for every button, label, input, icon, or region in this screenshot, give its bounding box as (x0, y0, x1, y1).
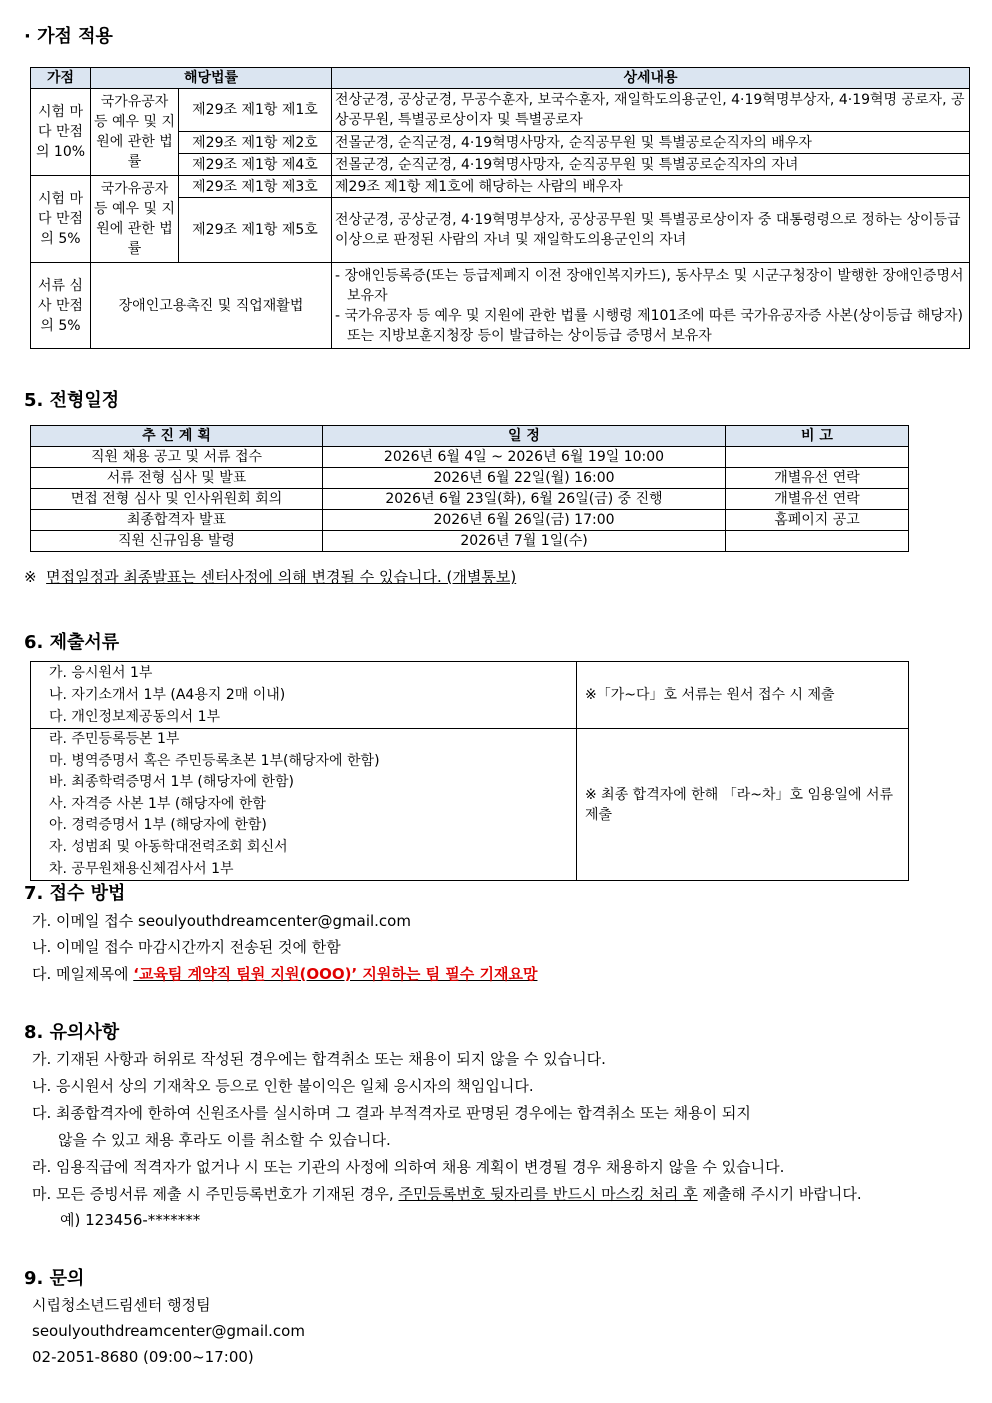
masking-emphasis: 주민등록번호 뒷자리를 반드시 마스킹 처리 후 (398, 1185, 698, 1203)
article: 제29조 제1항 제2호 (179, 132, 332, 154)
law-name: 장애인고용촉진 및 직업재활법 (91, 263, 332, 349)
doc-item: 차. 공무원채용신체검사서 1부 (49, 860, 234, 877)
article: 제29조 제1항 제1호 (179, 89, 332, 132)
section-title-apply: 7. 접수 방법 (24, 883, 126, 904)
plan-cell: 직원 채용 공고 및 서류 접수 (31, 447, 323, 468)
date-cell: 2026년 7월 1일(수) (323, 531, 726, 552)
detail: 전몰군경, 순직군경, 4·19혁명사망자, 순직공무원 및 특별공로순직자의 자녀 (332, 154, 970, 176)
apply-line-subject (32, 961, 537, 987)
documents-table (30, 661, 909, 881)
doc-item: 가. 응시원서 1부 (49, 665, 153, 681)
doc-item: 라. 주민등록등본 1부 (49, 731, 180, 747)
header-law: 해당법률 (91, 68, 332, 89)
notice-line: 라. 임용직급에 적격자가 없거나 시 또는 기관의 사정에 의하여 채용 계획이 변경될 경우 채용하지 않을 수 있습니다. (32, 1158, 785, 1176)
doc-item: 자. 성범죄 및 아동학대전력조회 회신서 (49, 838, 288, 855)
header-plan: 추 진 계 획 (31, 426, 323, 447)
note-mark: ※ (24, 568, 37, 586)
law-name: 국가유공자 등 예우 및 지원에 관한 법률 (91, 89, 179, 176)
article: 제29조 제1항 제4호 (179, 154, 332, 176)
detail: 전몰군경, 순직군경, 4·19혁명사망자, 순직공무원 및 특별공로순직자의 배우자 (332, 132, 970, 154)
doc-item: 사. 자격증 사본 1부 (해당자에 한함 (49, 795, 266, 812)
detail: 전상군경, 공상군경, 무공수훈자, 보국수훈자, 재일학도의용군인, 4·19혁명부상자, 4·19혁명 공로자, 공상공무원, 특별공로상이자 및 특별공로자 (332, 89, 970, 132)
remark-cell (726, 531, 909, 552)
bonus-5pct: 시험 마다 만점의 5% (31, 176, 91, 263)
doc-item: 아. 경력증명서 1부 (해당자에 한함) (49, 817, 267, 834)
detail-disability (332, 263, 970, 349)
bonus-doc-5pct: 서류 심사 만점의 5% (31, 263, 91, 349)
plan-cell: 면접 전형 심사 및 인사위원회 회의 (31, 489, 323, 510)
notice-line-masking (32, 1181, 862, 1207)
remark-cell: 개별유선 연락 (726, 489, 909, 510)
contact-team: 시립청소년드림센터 행정팀 (32, 1296, 211, 1314)
note-text: 면접일정과 최종발표는 센터사정에 의해 변경될 수 있습니다. (개별통보) (46, 568, 517, 586)
schedule-table (30, 425, 909, 552)
date-cell: 2026년 6월 23일(화), 6월 26일(금) 중 진행 (323, 489, 726, 510)
masking-suffix: 제출해 주시기 바랍니다. (697, 1185, 862, 1203)
doc-note-1: ※「가~다」호 서류는 원서 접수 시 제출 (577, 662, 909, 729)
subject-required-text: ‘교육팀 계약직 팀원 지원(OOO)’ 지원하는 팀 필수 기재요망 (133, 965, 538, 983)
apply-line-deadline: 나. 이메일 접수 마감시간까지 전송된 것에 한함 (32, 938, 341, 956)
article: 제29조 제1항 제3호 (179, 176, 332, 198)
article: 제29조 제1항 제5호 (179, 198, 332, 263)
doc-item: 나. 자기소개서 1부 (A4용지 2매 이내) (49, 687, 286, 703)
contact-phone: 02-2051-8680 (09:00~17:00) (32, 1348, 254, 1366)
header-remark: 비 고 (726, 426, 909, 447)
section-title-bonus: · 가점 적용 (24, 26, 113, 47)
doc-item: 마. 병역증명서 혹은 주민등록초본 1부(해당자에 한함) (49, 752, 380, 769)
masking-example: 예) 123456-******* (60, 1211, 201, 1229)
plan-cell: 직원 신규임용 발령 (31, 531, 323, 552)
bonus-table (30, 67, 970, 349)
doc-item: 다. 개인정보제공동의서 1부 (49, 709, 221, 725)
notice-line: 가. 기재된 사항과 허위로 작성된 경우에는 합격취소 또는 채용이 되지 않을 수 있습니다. (32, 1050, 606, 1068)
masking-prefix: 마. 모든 증빙서류 제출 시 주민등록번호가 기재된 경우, (32, 1185, 399, 1203)
detail-line: - 장애인등록증(또는 등급제폐지 이전 장애인복지카드), 동사무소 및 시군구청장이 발행한 장애인증명서 보유자 (335, 267, 964, 304)
section-title-contact: 9. 문의 (24, 1268, 85, 1289)
date-cell: 2026년 6월 26일(금) 17:00 (323, 510, 726, 531)
bonus-10pct: 시험 마다 만점의 10% (31, 89, 91, 176)
date-cell: 2026년 6월 22일(월) 16:00 (323, 468, 726, 489)
plan-cell: 서류 전형 심사 및 발표 (31, 468, 323, 489)
contact-email: seoulyouthdreamcenter@gmail.com (32, 1322, 305, 1340)
schedule-note (24, 564, 516, 590)
doc-note-2: ※ 최종 합격자에 한해 「라~차」호 임용일에 서류 제출 (577, 729, 909, 881)
header-date: 일 정 (323, 426, 726, 447)
plan-cell: 최종합격자 발표 (31, 510, 323, 531)
apply-line-email: 가. 이메일 접수 seoulyouthdreamcenter@gmail.com (32, 912, 411, 930)
remark-cell: 홈페이지 공고 (726, 510, 909, 531)
section-title-documents: 6. 제출서류 (24, 632, 120, 653)
remark-cell: 개별유선 연락 (726, 468, 909, 489)
subject-prefix: 다. 메일제목에 (32, 965, 134, 983)
remark-cell (726, 447, 909, 468)
doc-group-1 (31, 662, 577, 729)
detail: 제29조 제1항 제1호에 해당하는 사람의 배우자 (332, 176, 970, 198)
section-title-schedule: 5. 전형일정 (24, 390, 120, 411)
notice-line: 다. 최종합격자에 한하여 신원조사를 실시하며 그 결과 부적격자로 판명된 경우에는 합격취소 또는 채용이 되지 (32, 1104, 751, 1122)
date-cell: 2026년 6월 4일 ~ 2026년 6월 19일 10:00 (323, 447, 726, 468)
detail-line: - 국가유공자 등 예우 및 지원에 관한 법률 시행령 제101조에 따른 국가유공자증 사본(상이등급 해당자) 또는 지방보훈지청장 등이 발급하는 상이등급 증명서 보유자 (335, 307, 963, 344)
doc-group-2 (31, 729, 577, 881)
section-title-notice: 8. 유의사항 (24, 1022, 120, 1043)
notice-line: 나. 응시원서 상의 기재착오 등으로 인한 불이익은 일체 응시자의 책임입니다. (32, 1077, 534, 1095)
law-name: 국가유공자 등 예우 및 지원에 관한 법률 (91, 176, 179, 263)
detail: 전상군경, 공상군경, 4·19혁명부상자, 공상공무원 및 특별공로상이자 중 대통령령으로 정하는 상이등급 이상으로 판정된 사람의 자녀 및 재일학도의용군인의 자녀 (332, 198, 970, 263)
header-detail: 상세내용 (332, 68, 970, 89)
notice-line-cont: 않을 수 있고 채용 후라도 이를 취소할 수 있습니다. (58, 1131, 391, 1149)
header-bonus: 가점 (31, 68, 91, 89)
doc-item: 바. 최종학력증명서 1부 (해당자에 한함) (49, 774, 294, 791)
